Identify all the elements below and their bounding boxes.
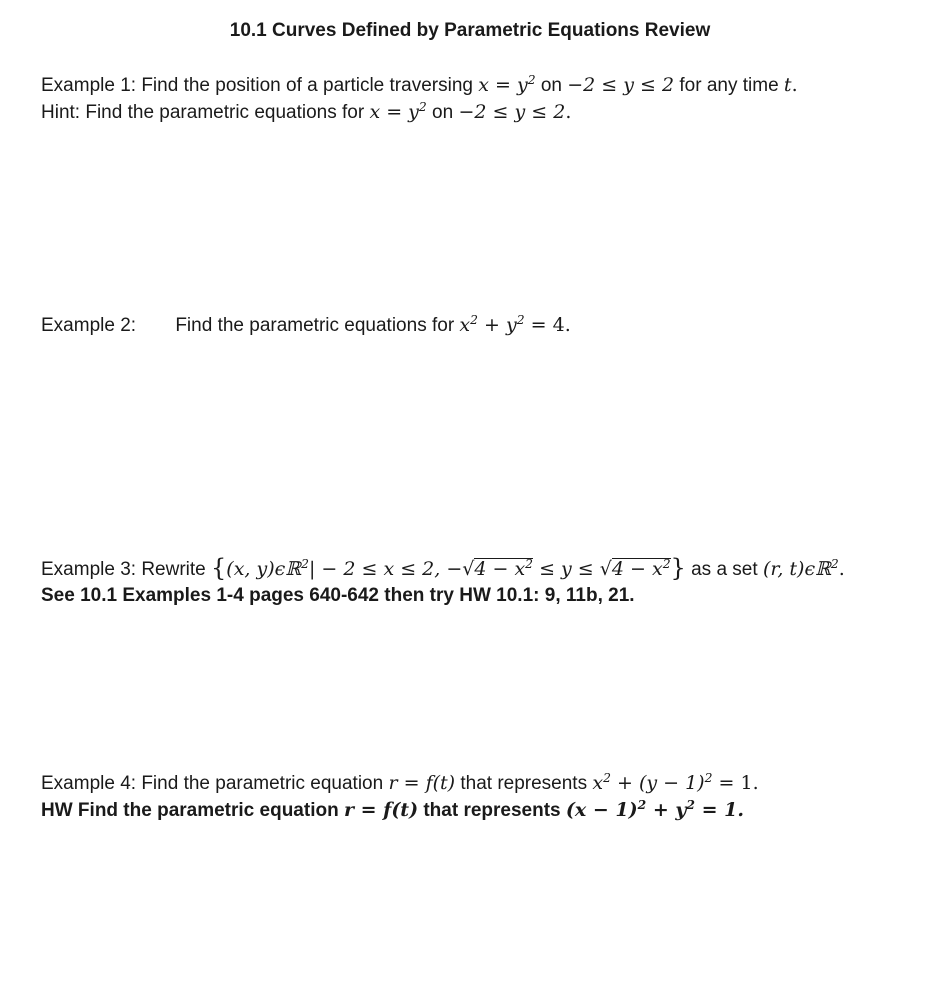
example-1-on: on <box>540 75 562 96</box>
example-1-time: t. <box>783 74 798 96</box>
homework-function: r = f(t) <box>343 799 419 821</box>
hint-on: on <box>432 102 454 123</box>
example-2-equation: $x^2 + y^2 = 4$. <box>459 313 571 336</box>
example-1-label: Example 1: <box>41 75 137 96</box>
example-4-label: Example 4: <box>41 773 137 794</box>
hint-text: Find the parametric equations for <box>85 102 365 123</box>
example-1-text: Find the position of a particle traversing <box>141 75 473 96</box>
homework-equation: $(x - 1)^2 + y^2 = 1$. <box>565 797 744 821</box>
example-4-represents: that represents <box>460 773 588 794</box>
example-3-text: Rewrite <box>141 559 206 580</box>
see-reference: See 10.1 Examples 1-4 pages 640-642 then try HW 10.1: 9, 11b, 21. <box>41 585 635 606</box>
hint-interval: −2 ≤ y ≤ 2. <box>458 101 572 123</box>
example-2-label: Example 2: <box>41 315 137 336</box>
example-1-equation: $x = y^2$ <box>478 73 536 96</box>
hint <box>41 99 571 126</box>
example-1-interval: −2 ≤ y ≤ 2 <box>567 74 675 96</box>
example-4-text: Find the parametric equation <box>141 773 384 794</box>
example-3-target-set: (r, t)ϵℝ$^2$. <box>762 557 845 580</box>
example-4-equation: $x^2 + (y - 1)^2 = 1$. <box>592 771 759 794</box>
homework-text: HW Find the parametric equation <box>41 800 339 821</box>
example-1-text-b: for any time <box>679 75 779 96</box>
example-4 <box>41 770 759 797</box>
example-3-as: as a set <box>691 559 758 580</box>
homework-represents: that represents <box>423 800 561 821</box>
example-3-set: {(x, y)ϵℝ$^2$| − 2 ≤ x ≤ 2, $-√4 - x^2 \le y \le √4 - x^2$} <box>211 554 686 582</box>
page-title: 10.1 Curves Defined by Parametric Equations Review <box>229 20 711 41</box>
example-3 <box>41 555 845 583</box>
example-1 <box>41 72 798 99</box>
example-2-text: Find the parametric equations for <box>175 315 455 336</box>
example-3-label: Example 3: <box>41 559 137 580</box>
example-2 <box>41 312 571 339</box>
hint-label: Hint: <box>41 102 81 123</box>
hint-equation: $x = y^2$ <box>369 100 427 123</box>
example-4-function: r = f(t) <box>388 772 456 794</box>
homework <box>41 797 744 824</box>
